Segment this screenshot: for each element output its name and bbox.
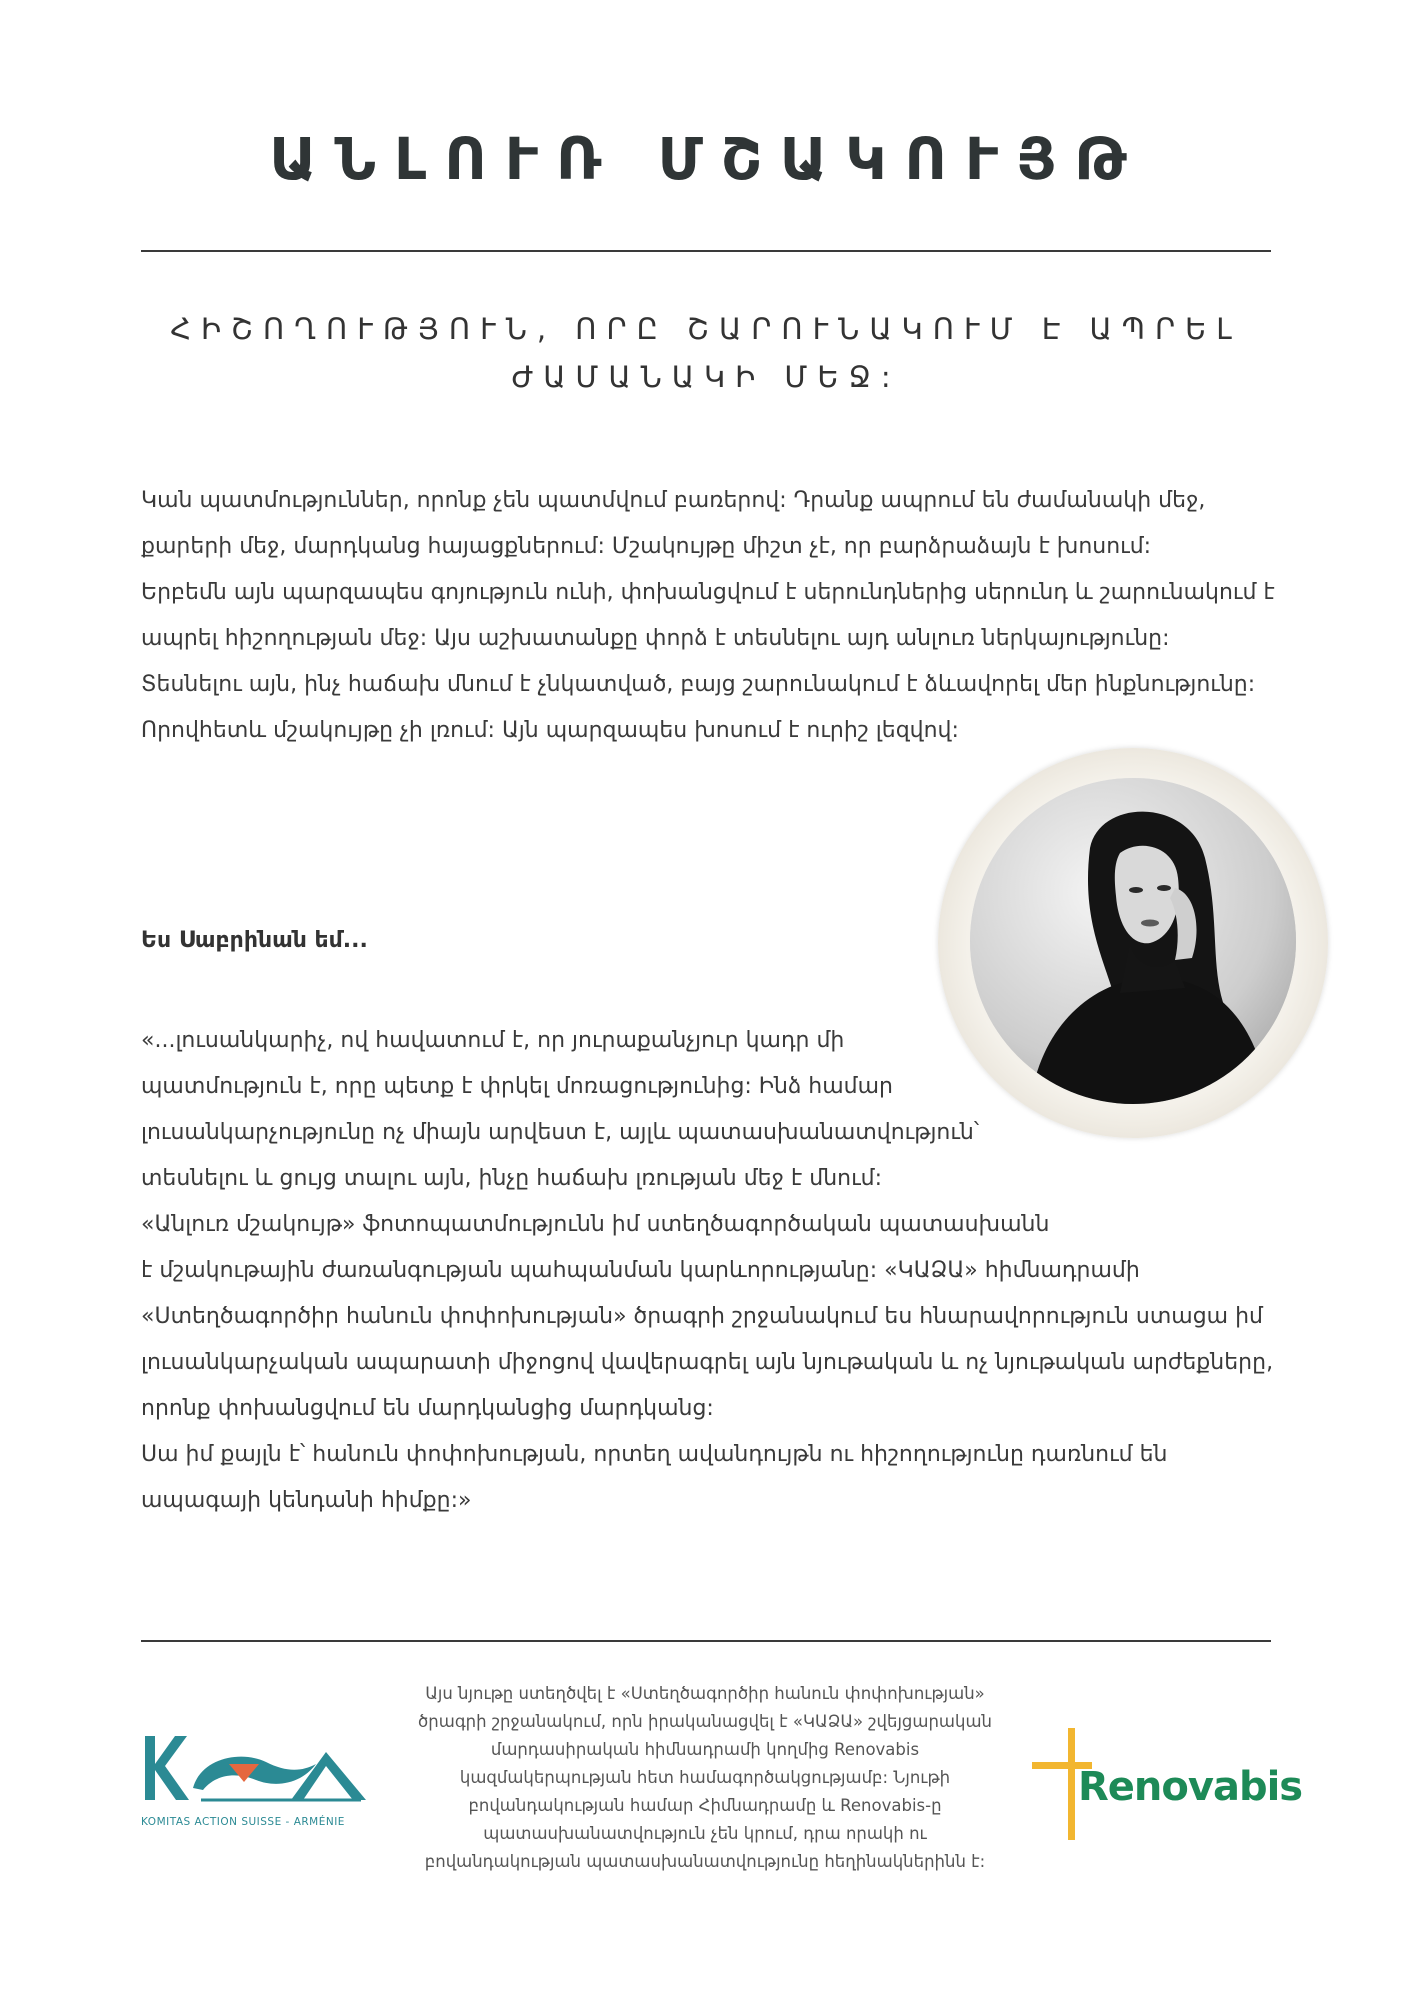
intro-line: Տեսնելու այն, ինչ հաճախ մնում է չնկատված, բայց շարունակում է ձևավորել մեր ինքնությունը: <box>141 672 1256 697</box>
quote-line: «Անլուռ մշակույթ» ֆոտոպատմությունն իմ ստեղծագործական պատասխանն <box>141 1212 1050 1237</box>
quote-line: լուսանկարչությունը ոչ միայն արվեստ է, այլև պատասխանատվություն՝ <box>141 1120 980 1145</box>
quote-line: լուսանկարչական ապարատի միջոցով վավերագրել այն նյութական և ոչ նյութական արժեքները, <box>141 1350 1274 1375</box>
subtitle-line-1: ՀԻՇՈՂՈՒԹՅՈՒՆ, ՈՐԸ ՇԱՐՈՒՆԱԿՈՒՄ Է ԱՊՐԵԼ <box>170 312 1242 346</box>
intro-line: քարերի մեջ, մարդկանց հայացքներում: Մշակույթը միշտ չէ, որ բարձրաձայն է խոսում: <box>141 534 1152 559</box>
footer-line: Այս նյութը ստեղծվել է «Ստեղծագործիր հանուն փոփոխության» <box>425 1684 985 1703</box>
quote-line: տեսնելու և ցույց տալու այն, ինչը հաճախ լռության մեջ է մնում: <box>141 1166 882 1191</box>
quote-line: է մշակութային ժառանգության պահպանման կարևորությանը: «ԿԱՁԱ» հիմնադրամի <box>141 1258 1140 1283</box>
footer-line: մարդասիրական հիմնադրամի կողմից Renovabis <box>490 1740 920 1759</box>
ksa-logo-caption: KOMITAS ACTION SUISSE - ARMÉNIE <box>141 1816 345 1828</box>
intro-line: ապրել հիշողության մեջ: Այս աշխատանքը փորձ է տեսնելու այդ անլուռ ներկայությունը: <box>141 626 1170 651</box>
author-intro: Ես Սաբրինան եմ... <box>141 928 368 953</box>
ksa-logo-icon <box>141 1728 371 1813</box>
quote-line: պատմություն է, որը պետք է փրկել մոռացությունից: Ինձ համար <box>141 1074 893 1099</box>
quote-line: «Ստեղծագործիր հանուն փոփոխության» ծրագրի շրջանակում ես հնարավորություն ստացա իմ <box>141 1304 1263 1329</box>
footer-line: ծրագրի շրջանակում, որն իրականացվել է «ԿԱՁԱ» շվեյցարական <box>418 1712 992 1731</box>
top-divider <box>141 250 1271 252</box>
renovabis-wordmark: Renovabis <box>1078 1764 1303 1810</box>
bottom-divider <box>141 1640 1271 1642</box>
intro-line: Կան պատմություններ, որոնք չեն պատմվում բառերով: Դրանք ապրում են ժամանակի մեջ, <box>141 488 1206 513</box>
page-title: ԱՆԼՈՒՌ ՄՇԱԿՈՒՅԹ <box>269 125 1145 193</box>
footer-line: պատասխանատվություն չեն կրում, դրա որակի ու <box>483 1824 927 1843</box>
quote-line: ապագայի կենդանի հիմքը:» <box>141 1488 472 1513</box>
footer-line: բովանդակության պատասխանատվությունը հեղինակներինն է: <box>424 1852 986 1871</box>
quote-line: «...լուսանկարիչ, ով հավատում է, որ յուրաքանչյուր կադր մի <box>141 1028 845 1053</box>
page-subtitle <box>141 305 1271 401</box>
intro-paragraph <box>141 478 1281 754</box>
quote-line: որոնք փոխանցվում են մարդկանցից մարդկանց: <box>141 1396 714 1421</box>
footer-line: կազմակերպության հետ համագործակցությամբ: Նյութի <box>459 1768 951 1787</box>
footer-line: բովանդակության համար Հիմնադրամը և Renovabis-ը <box>468 1796 942 1815</box>
renovabis-logo <box>1032 1728 1303 1848</box>
intro-line: Երբեմն այն պարզապես գոյություն ունի, փոխանցվում է սերունդներից սերունդ և շարունակում է <box>141 580 1275 605</box>
quote-line: Սա իմ քայլն է՝ հանուն փոփոխության, որտեղ ավանդույթն ու հիշողությունը դառնում են <box>141 1442 1168 1467</box>
footer-disclaimer <box>385 1680 1025 1876</box>
author-quote <box>141 1018 1291 1524</box>
ksa-logo <box>141 1728 371 1838</box>
intro-line: Որովհետև մշակույթը չի լռում: Այն պարզապես խոսում է ուրիշ լեզվով: <box>141 718 959 743</box>
subtitle-line-2: ԺԱՄԱՆԱԿԻ ՄԵՋ: <box>511 360 901 394</box>
